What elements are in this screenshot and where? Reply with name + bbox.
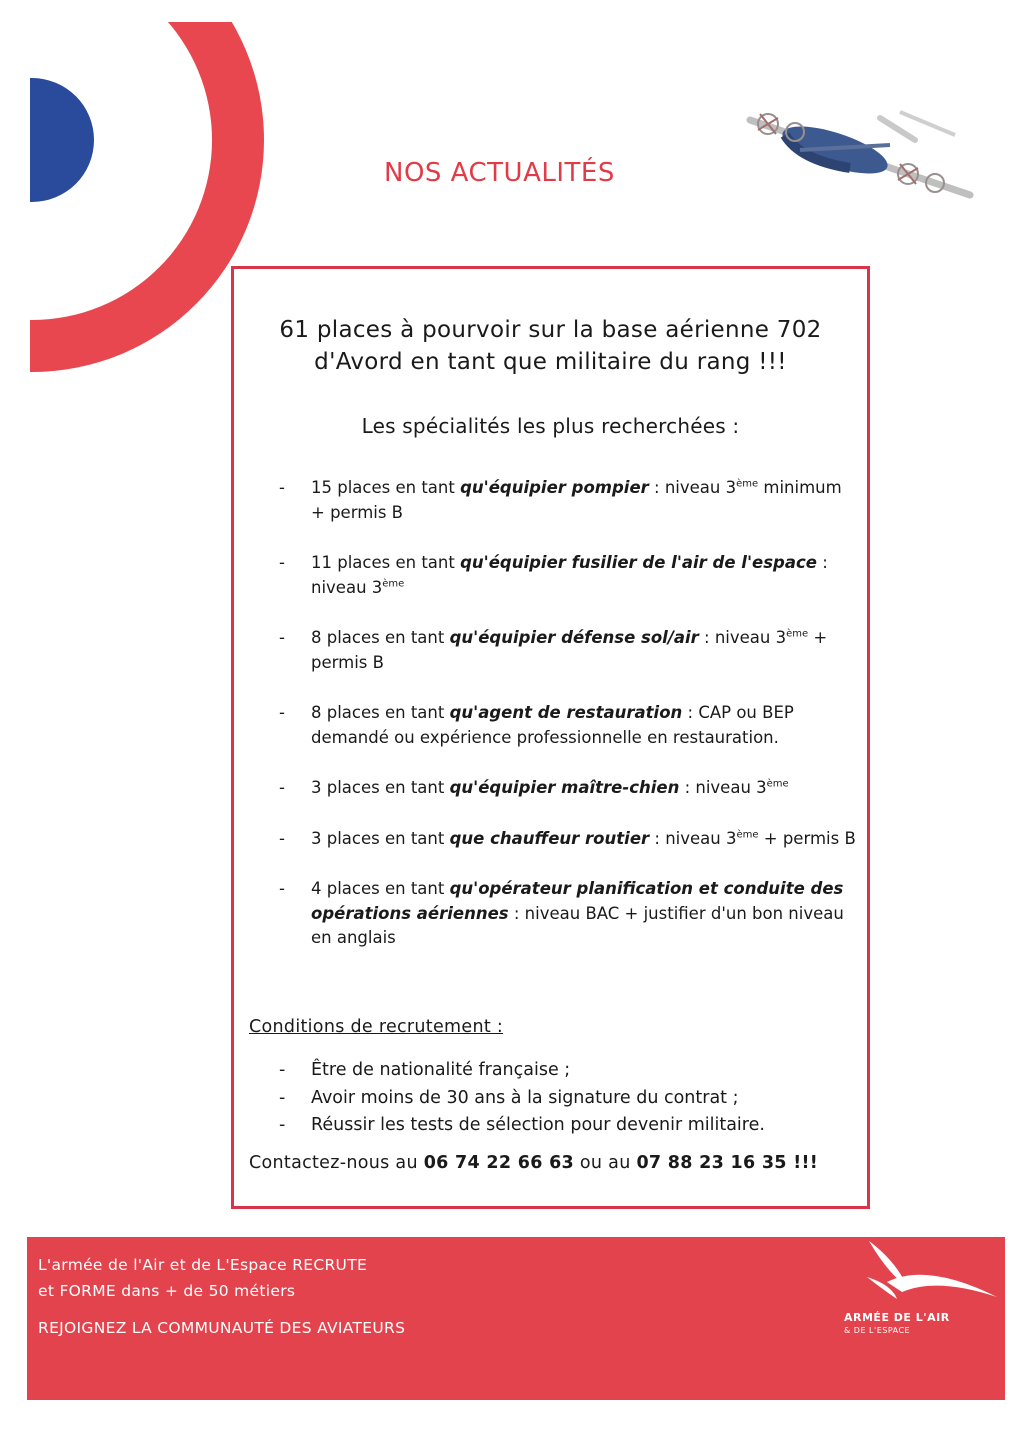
eagle-logo-icon <box>847 1237 997 1312</box>
roundel-decoration <box>0 0 270 410</box>
dash-bullet: - <box>279 553 285 572</box>
dash-bullet: - <box>279 1060 286 1080</box>
headline-line-1: 61 places à pourvoir sur la base aérienne 702 <box>279 317 822 343</box>
contact-line: Contactez-nous au 06 74 22 66 63 ou au 07 88 23 16 35 !!! <box>249 1153 819 1173</box>
list-item: - 11 places en tant qu'équipier fusilier de l'air de l'espace : niveau 3ème <box>279 553 828 597</box>
dash-bullet: - <box>279 628 285 647</box>
dash-bullet: - <box>279 778 285 797</box>
announcement-headline <box>234 314 867 378</box>
phone-number-1[interactable]: 06 74 22 66 63 <box>423 1153 575 1173</box>
specialties-subtitle: Les spécialités les plus recherchées : <box>361 414 740 438</box>
page-title: NOS ACTUALITÉS <box>384 158 615 188</box>
dash-bullet: - <box>279 1115 286 1135</box>
list-item: - 8 places en tant qu'équipier défense sol/air : niveau 3ème + permis B <box>279 628 828 672</box>
conditions-list <box>279 1057 859 1140</box>
banner-line-1: L'armée de l'Air et de L'Espace RECRUTE <box>38 1256 368 1274</box>
headline-line-2: d'Avord en tant que militaire du rang !!! <box>314 349 787 375</box>
dash-bullet: - <box>279 879 285 898</box>
dash-bullet: - <box>279 478 285 497</box>
list-item: - 8 places en tant qu'agent de restauration : CAP ou BEP demandé ou expérience professionnelle en restauration. <box>279 703 794 747</box>
conditions-title: Conditions de recrutement : <box>249 1017 504 1037</box>
banner-line-2: et FORME dans + de 50 métiers <box>38 1282 296 1300</box>
recruitment-banner <box>27 1237 1005 1400</box>
announcement-box <box>231 266 870 1209</box>
banner-line-3: REJOIGNEZ LA COMMUNAUTÉ DES AVIATEURS <box>38 1319 406 1337</box>
list-item: - 3 places en tant qu'équipier maître-chien : niveau 3ème <box>279 776 859 801</box>
dash-bullet: - <box>279 828 285 848</box>
logo-subtext: & DE L'ESPACE <box>844 1326 911 1335</box>
logo-text: ARMÉE DE L'AIR <box>844 1311 950 1324</box>
list-item: - 15 places en tant qu'équipier pompier : niveau 3ème minimum + permis B <box>279 478 842 522</box>
list-item: - Être de nationalité française ; <box>279 1057 859 1085</box>
dash-bullet: - <box>279 703 285 722</box>
dash-bullet: - <box>279 1087 286 1108</box>
list-item: - Réussir les tests de sélection pour devenir militaire. <box>279 1112 859 1140</box>
aircraft-illustration <box>740 100 980 210</box>
list-item: - 3 places en tant que chauffeur routier : niveau 3ème + permis B <box>279 827 859 852</box>
list-item: - Avoir moins de 30 ans à la signature du contrat ; <box>279 1085 859 1113</box>
phone-number-2[interactable]: 07 88 23 16 35 <box>636 1153 787 1173</box>
specialties-list <box>279 476 859 977</box>
list-item: - 4 places en tant qu'opérateur planification et conduite des opérations aériennes : niveau BAC + justifier d'un bon niveau en anglais <box>279 879 844 947</box>
